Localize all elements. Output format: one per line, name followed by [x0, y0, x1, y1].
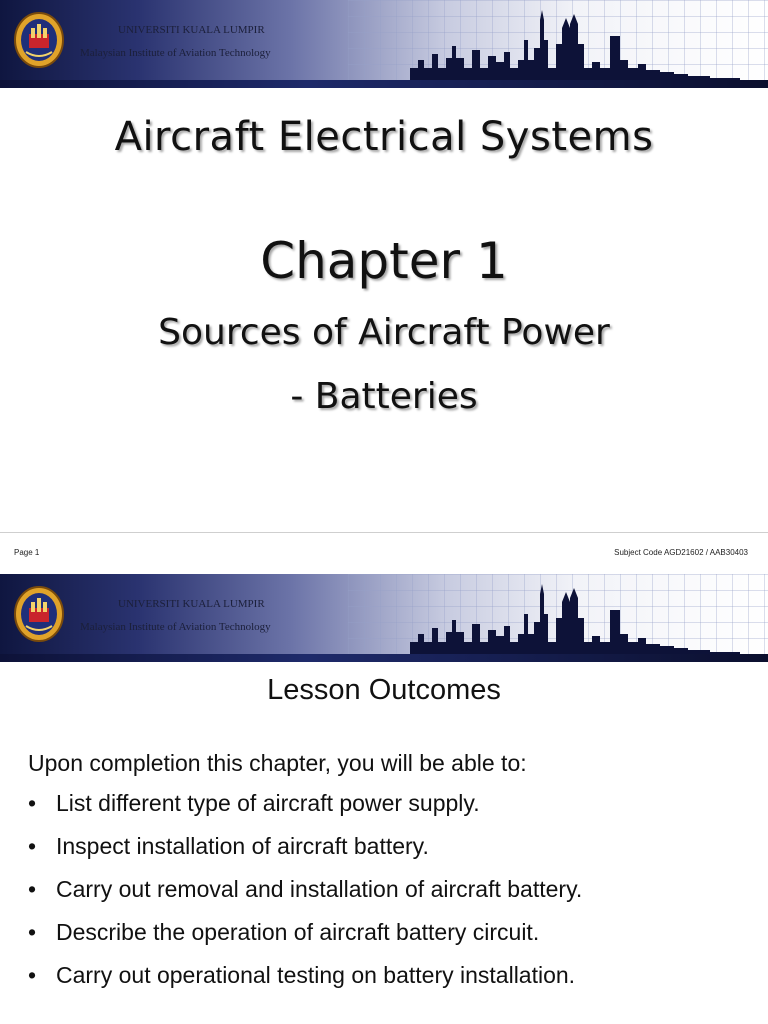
header-banner	[0, 0, 768, 88]
chapter-subtitle-line2: - Batteries	[290, 376, 478, 417]
outcome-text: List different type of aircraft power supply.	[56, 790, 480, 816]
list-item	[28, 919, 582, 962]
slide-lesson-outcomes	[0, 574, 768, 1024]
outcomes-list	[28, 790, 582, 1005]
city-skyline-graphic	[410, 584, 768, 654]
bullet-icon: •	[28, 919, 37, 945]
bullet-icon: •	[28, 833, 37, 859]
outcome-text: Inspect installation of aircraft battery.	[56, 833, 429, 859]
outcome-text: Carry out removal and installation of aircraft battery.	[56, 876, 583, 902]
course-title: Aircraft Electrical Systems	[114, 114, 654, 160]
university-crest-icon	[14, 586, 64, 642]
list-item	[28, 790, 582, 833]
lesson-outcomes-heading: Lesson Outcomes	[267, 674, 501, 706]
outcome-text: Describe the operation of aircraft battery circuit.	[56, 919, 540, 945]
footer-subject-code: Subject Code AGD21602 / AAB30403	[614, 548, 748, 557]
bullet-icon: •	[28, 790, 37, 816]
city-skyline-graphic	[410, 10, 768, 80]
outcome-text: Carry out operational testing on battery installation.	[56, 962, 576, 988]
institute-name: Malaysian Institute of Aviation Technology	[80, 621, 271, 633]
list-item	[28, 962, 582, 1005]
university-crest-icon	[14, 12, 64, 68]
banner-bottom-line	[0, 80, 768, 88]
chapter-subtitle-line1: Sources of Aircraft Power	[158, 312, 610, 353]
header-banner	[0, 574, 768, 662]
bullet-icon: •	[28, 876, 37, 902]
lesson-intro-text: Upon completion this chapter, you will be able to:	[28, 750, 527, 776]
list-item	[28, 876, 582, 919]
banner-bottom-line	[0, 654, 768, 662]
chapter-title: Chapter 1	[260, 232, 508, 290]
institute-name: Malaysian Institute of Aviation Technology	[80, 47, 271, 59]
footer-page-number: Page 1	[14, 548, 40, 557]
list-item	[28, 833, 582, 876]
bullet-icon: •	[28, 962, 37, 988]
university-name: UNIVERSITI KUALA LUMPIR	[118, 24, 265, 36]
university-name: UNIVERSITI KUALA LUMPIR	[118, 598, 265, 610]
